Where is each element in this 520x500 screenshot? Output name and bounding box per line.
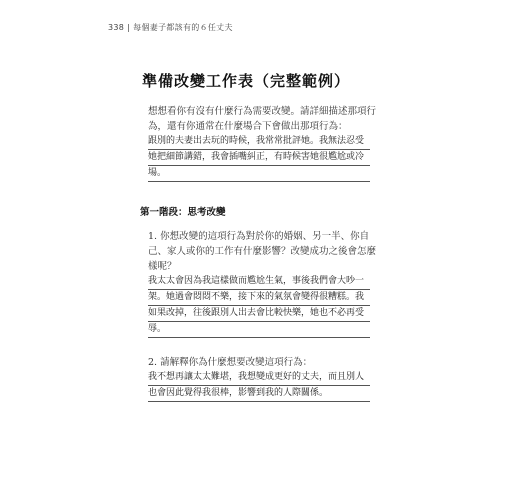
- intro-answer-line: 跟別的夫妻出去玩的時候，我常常批評她。我無法忍受: [148, 134, 370, 150]
- question-1-block: [148, 229, 377, 338]
- question-1-answer-line: 我太太會因為我這樣做而尷尬生氣，事後我們會大吵一: [148, 274, 370, 290]
- intro-answer: [148, 134, 370, 182]
- question-1-answer-line: 架。她過會悶悶不樂，接下來的氣氛會變得很糟糕。我: [148, 290, 370, 306]
- question-2-answer: [148, 370, 370, 402]
- intro-prompt: [148, 104, 377, 134]
- header-separator: |: [127, 23, 131, 32]
- intro-block: [148, 104, 377, 182]
- intro-prompt-line: 為，還有你通常在什麼場合下會做出那項行為：: [148, 121, 348, 132]
- page-number: 338: [108, 23, 125, 32]
- question-1-answer: [148, 274, 370, 338]
- question-1-prompt-line: 1. 你想改變的這項行為對於你的婚姻、另一半、你自: [148, 231, 370, 242]
- book-title: 每個妻子都該有的６任丈夫: [133, 23, 233, 32]
- running-header: [108, 22, 233, 33]
- question-1-prompt: [148, 229, 377, 274]
- question-2-block: [148, 355, 370, 402]
- intro-prompt-line: 想想看你有沒有什麼行為需要改變。請詳細描述那項行: [148, 106, 377, 117]
- question-1-prompt-line: 己、家人或你的工作有什麼影響？改變成功之後會怎麼: [148, 246, 377, 257]
- page-title: 準備改變工作表（完整範例）: [142, 72, 351, 90]
- question-1-answer-line: 如果改掉，往後跟別人出去會比較快樂，她也不必再受: [148, 306, 370, 322]
- question-2-answer-line: 我不想再讓太太難堪，我想變成更好的丈夫，而且別人: [148, 370, 370, 386]
- intro-answer-line: 場。: [148, 166, 370, 182]
- question-1-prompt-line: 樣呢？: [148, 261, 177, 272]
- section-heading: 第一階段：思考改變: [140, 207, 226, 218]
- question-2-answer-line: 也會因此覺得我很棒，影響到我的人際關係。: [148, 386, 370, 402]
- question-1-answer-line: 辱。: [148, 322, 370, 338]
- question-2-prompt: [148, 355, 370, 370]
- question-2-prompt-line: 2. 請解釋你為什麼想要改變這項行為：: [148, 357, 313, 368]
- intro-answer-line: 她把細節講錯，我會插嘴糾正，有時候害她很尷尬或冷: [148, 150, 370, 166]
